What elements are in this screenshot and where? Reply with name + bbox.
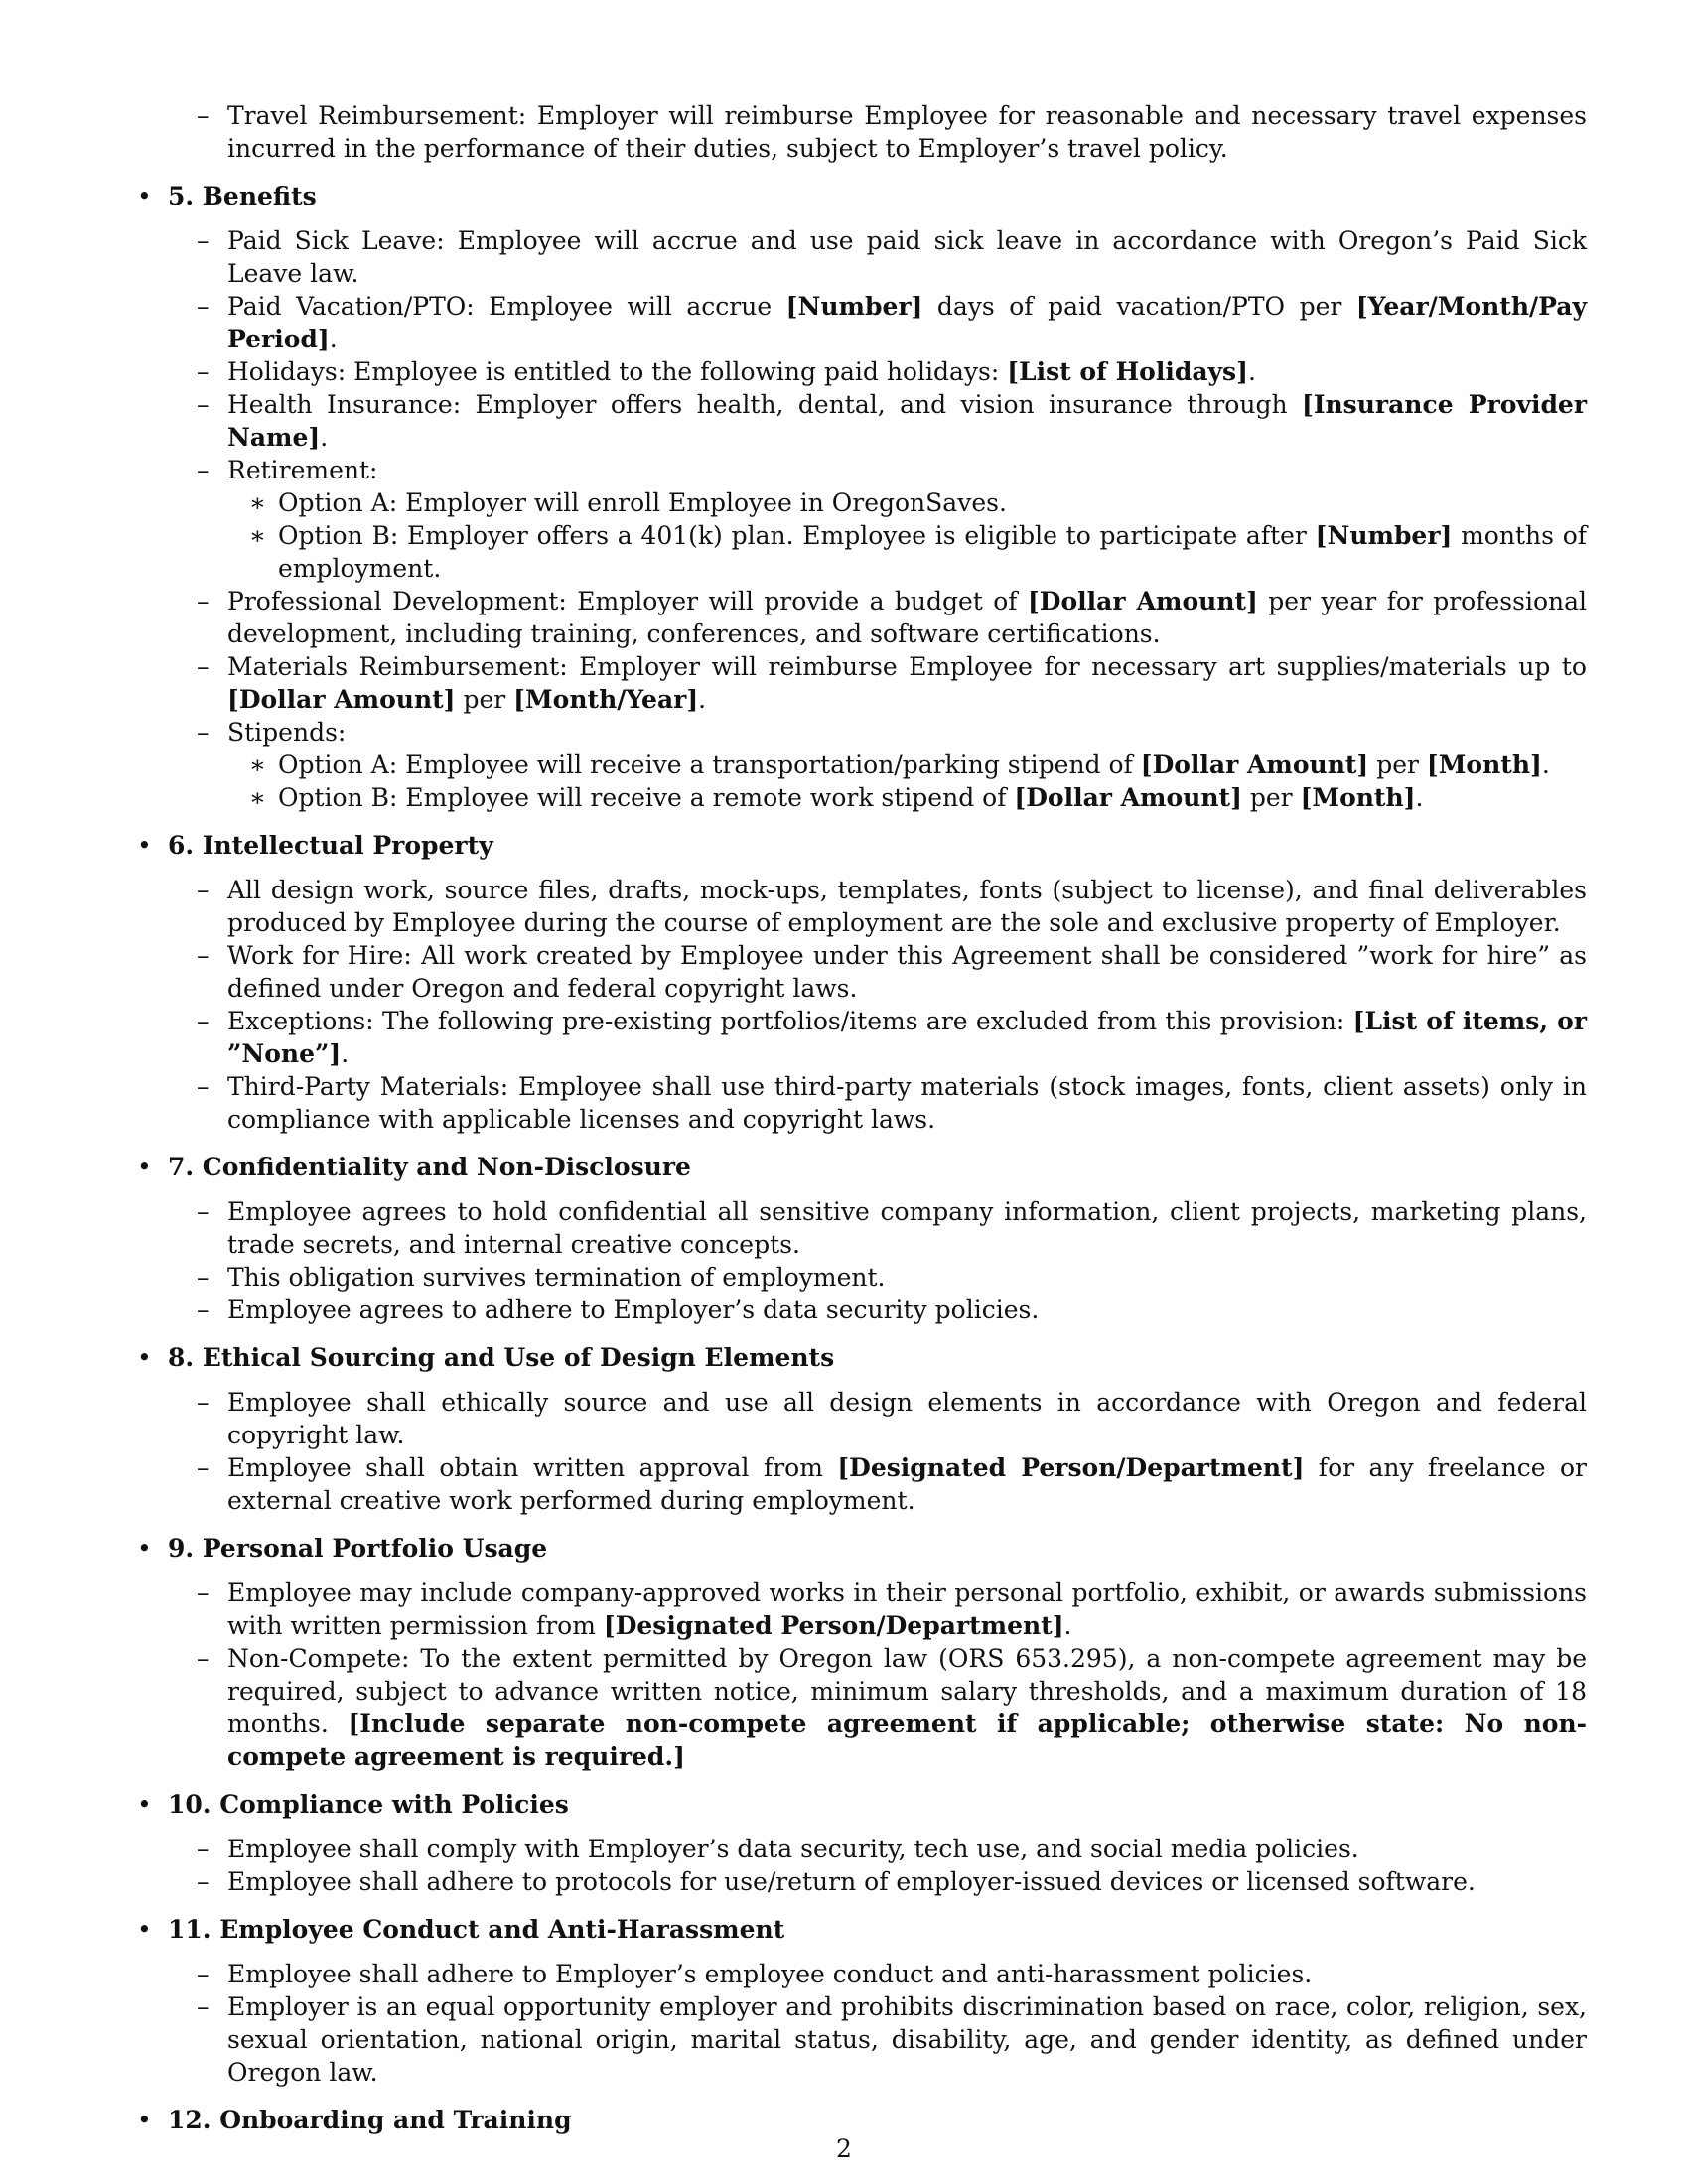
clause-list [137, 99, 1587, 165]
placeholder-text: [Number] [785, 292, 923, 321]
option-item [227, 519, 1587, 585]
clause-text-line [227, 454, 1587, 486]
clause-text-line [227, 290, 1587, 355]
section [137, 180, 1587, 814]
option-text-line [278, 749, 1587, 781]
clause-item [137, 716, 1587, 814]
clause-text-line [227, 1386, 1587, 1451]
clause-text-line [227, 1195, 1587, 1261]
clause-item [137, 585, 1587, 650]
placeholder-text: [Dollar Amount] [1014, 783, 1242, 812]
clause-text: days of paid vacation/PTO per [922, 292, 1356, 321]
dash-bullet-icon: – [197, 718, 210, 747]
clause-text: Employee agrees to adhere to Employer’s data security policies. [227, 1296, 1040, 1324]
option-list [227, 486, 1587, 585]
bullet-icon: • [137, 1534, 152, 1563]
clause-item [137, 99, 1587, 165]
clause-text: Third-Party Materials: Employee shall use third-party materials (stock images, fonts, client assets) only in compliance with applicable licenses and copyright laws. [227, 1072, 1587, 1134]
clause-text: Paid Vacation/PTO: Employee will accrue [227, 292, 786, 321]
clause-item [137, 1576, 1587, 1642]
clause-text-line [227, 388, 1587, 454]
section-continuation [137, 99, 1587, 165]
bullet-icon: • [137, 1790, 152, 1819]
clause-text: Professional Development: Employer will provide a budget of [227, 587, 1028, 615]
option-item [227, 781, 1587, 814]
section [137, 829, 1587, 1136]
document-body [137, 99, 1587, 2151]
clause-text: for any freelance or external creative work performed during employment. [227, 1453, 1588, 1515]
option-item [227, 749, 1587, 781]
option-item [227, 486, 1587, 519]
bullet-icon: • [137, 1153, 152, 1181]
asterisk-bullet-icon: ∗ [249, 488, 266, 517]
clause-text: Health Insurance: Employer offers health, dental, and vision insurance through [227, 390, 1302, 419]
option-text-line [278, 519, 1587, 585]
clause-list [137, 1195, 1587, 1326]
clause-text: Employee shall adhere to Employer’s employee conduct and anti-harassment policies. [227, 1960, 1313, 1988]
clause-text-line [227, 874, 1587, 939]
section [137, 2104, 1587, 2136]
dash-bullet-icon: – [197, 1992, 210, 2021]
clause-item [137, 1958, 1587, 1990]
clause-text-line [227, 1005, 1587, 1070]
clause-text: Non-Compete: To the extent permitted by Oregon law (ORS 653.295), a non-compete agreement may be required, subject to advance written notice, minimum salary thresholds, and a maximum duration of 18 months. [227, 1644, 1587, 1738]
clause-item [137, 1990, 1587, 2089]
section-heading: 5. Benefits [168, 182, 317, 210]
dash-bullet-icon: – [197, 1453, 210, 1482]
clause-text: Employee shall comply with Employer’s data security, tech use, and social media policies. [227, 1835, 1359, 1863]
dash-bullet-icon: – [197, 1578, 210, 1607]
clause-list [137, 1833, 1587, 1898]
clause-item [137, 454, 1587, 585]
dash-bullet-icon: – [197, 587, 210, 615]
clause-text: Travel Reimbursement: Employer will reimburse Employee for reasonable and necessary travel expenses incurred in the performance of their duties, subject to Employer’s travel policy. [227, 101, 1587, 163]
clause-text: . [329, 325, 338, 353]
placeholder-text: [Dollar Amount] [1027, 587, 1258, 615]
clause-text: Employee agrees to hold confidential all sensitive company information, client projects, marketing plans, trade secrets, and internal creative concepts. [227, 1197, 1587, 1259]
section-heading: 11. Employee Conduct and Anti-Harassment [168, 1915, 785, 1944]
dash-bullet-icon: – [197, 1867, 210, 1896]
clause-text-line [227, 355, 1587, 388]
clause-text: This obligation survives termination of employment. [227, 1263, 886, 1292]
clause-text-line [227, 99, 1587, 165]
asterisk-bullet-icon: ∗ [249, 783, 266, 812]
placeholder-text: [Designated Person/Department] [837, 1453, 1305, 1482]
clause-text-line [227, 1990, 1587, 2089]
asterisk-bullet-icon: ∗ [249, 751, 266, 779]
clause-text-line [227, 650, 1587, 716]
placeholder-text: [Month] [1426, 751, 1542, 779]
placeholder-text: [Number] [1315, 521, 1453, 550]
clause-text: Employee shall obtain written approval from [227, 1453, 838, 1482]
clause-text: Employee may include company-approved works in their personal portfolio, exhibit, or awards submissions with written permission from [227, 1578, 1587, 1640]
dash-bullet-icon: – [197, 1960, 210, 1988]
option-list [227, 749, 1587, 814]
dash-bullet-icon: – [197, 1644, 210, 1673]
section [137, 1151, 1587, 1326]
clause-text: . [320, 423, 329, 452]
clause-item [137, 355, 1587, 388]
dash-bullet-icon: – [197, 941, 210, 970]
clause-text-line [227, 585, 1587, 650]
clause-text-line [227, 939, 1587, 1005]
clause-text: Paid Sick Leave: Employee will accrue and use paid sick leave in accordance with Oregon’s Paid Sick Leave law. [227, 226, 1587, 288]
bullet-icon: • [137, 182, 152, 210]
clause-item [137, 1386, 1587, 1451]
clause-item [137, 224, 1587, 290]
clause-text: Materials Reimbursement: Employer will reimburse Employee for necessary art supplies/materials up to [227, 652, 1587, 681]
clause-text: Employee shall ethically source and use all design elements in accordance with Oregon and federal copyright law. [227, 1388, 1587, 1449]
dash-bullet-icon: – [197, 652, 210, 681]
clause-text: . [1063, 1611, 1072, 1640]
dash-bullet-icon: – [197, 357, 210, 386]
bullet-icon: • [137, 831, 152, 860]
clause-text-line [227, 1865, 1587, 1898]
clause-text-line [227, 1642, 1587, 1773]
clause-text: . [1541, 751, 1550, 779]
clause-text-line [227, 1576, 1587, 1642]
clause-text: Option B: Employee will receive a remote work stipend of [278, 783, 1015, 812]
clause-item [137, 1005, 1587, 1070]
placeholder-text: [Insurance Provider Name] [227, 390, 1587, 452]
clause-text-line [227, 224, 1587, 290]
clause-text: per year for professional development, including training, conferences, and software certifications. [227, 587, 1587, 648]
clause-text: Option A: Employer will enroll Employee in OregonSaves. [278, 488, 1007, 517]
dash-bullet-icon: – [197, 292, 210, 321]
clause-text: months of employment. [278, 521, 1587, 583]
clause-text: Employee shall adhere to protocols for use/return of employer-issued devices or licensed software. [227, 1867, 1476, 1896]
clause-item [137, 939, 1587, 1005]
clause-item [137, 1070, 1587, 1136]
option-text-line [278, 781, 1587, 814]
placeholder-text: [Year/Month/Pay Period] [227, 292, 1587, 353]
clause-text: Stipends: [227, 718, 347, 747]
bullet-icon: • [137, 1915, 152, 1944]
placeholder-text: [List of Holidays] [1007, 357, 1248, 386]
placeholder-text: [Include separate non-compete agreement if applicable; otherwise state: No non-compete agreement is required.] [227, 1709, 1588, 1771]
dash-bullet-icon: – [197, 390, 210, 419]
section [137, 1788, 1587, 1898]
clause-text: per [1368, 751, 1427, 779]
clause-text: Work for Hire: All work created by Employee under this Agreement shall be considered ”work for hire” as defined under Oregon and federal copyright laws. [227, 941, 1587, 1003]
clause-list [137, 1386, 1587, 1517]
clause-item [137, 1451, 1587, 1517]
clause-text: Holidays: Employee is entitled to the following paid holidays: [227, 357, 1008, 386]
clause-text: per [1241, 783, 1301, 812]
clause-item [137, 650, 1587, 716]
section [137, 1913, 1587, 2089]
page-number: 2 [836, 2134, 852, 2163]
section-heading: 9. Personal Portfolio Usage [168, 1534, 548, 1563]
clause-text: Retirement: [227, 456, 378, 484]
clause-text: Exceptions: The following pre-existing portfolios/items are excluded from this provision: [227, 1007, 1353, 1035]
section-heading: 12. Onboarding and Training [168, 2106, 572, 2134]
clause-text-line [227, 1958, 1587, 1990]
section-heading: 7. Confidentiality and Non-Disclosure [168, 1153, 691, 1181]
placeholder-text: [Month/Year] [513, 685, 699, 714]
clause-item [137, 1261, 1587, 1294]
clause-text-line [227, 1261, 1587, 1294]
clause-text: All design work, source files, drafts, mock-ups, templates, fonts (subject to license), and final deliverables produced by Employee during the course of employment are the sole and exclusive property of Employer. [227, 876, 1587, 937]
dash-bullet-icon: – [197, 1007, 210, 1035]
section [137, 1341, 1587, 1517]
clause-item [137, 290, 1587, 355]
clause-item [137, 388, 1587, 454]
clause-text: . [341, 1039, 350, 1068]
clause-text: . [1247, 357, 1256, 386]
section-heading: 6. Intellectual Property [168, 831, 493, 860]
clause-item [137, 1195, 1587, 1261]
dash-bullet-icon: – [197, 1835, 210, 1863]
placeholder-text: [List of items, or ”None”] [227, 1007, 1587, 1068]
dash-bullet-icon: – [197, 1263, 210, 1292]
bullet-icon: • [137, 1343, 152, 1372]
clause-item [137, 1833, 1587, 1865]
clause-list [137, 874, 1587, 1136]
option-text-line [278, 486, 1587, 519]
asterisk-bullet-icon: ∗ [249, 521, 266, 550]
clause-text-line [227, 1833, 1587, 1865]
dash-bullet-icon: – [197, 1296, 210, 1324]
placeholder-text: [Designated Person/Department] [603, 1611, 1064, 1640]
clause-item [137, 874, 1587, 939]
clause-item [137, 1294, 1587, 1326]
dash-bullet-icon: – [197, 876, 210, 904]
placeholder-text: [Month] [1300, 783, 1416, 812]
clause-text: Option B: Employer offers a 401(k) plan. Employee is eligible to participate after [278, 521, 1316, 550]
dash-bullet-icon: – [197, 1388, 210, 1417]
bullet-icon: • [137, 2106, 152, 2134]
dash-bullet-icon: – [197, 1197, 210, 1226]
clause-item [137, 1642, 1587, 1773]
clause-list [137, 1958, 1587, 2089]
clause-text: Option A: Employee will receive a transportation/parking stipend of [278, 751, 1141, 779]
clause-text: . [698, 685, 707, 714]
clause-text-line [227, 1451, 1587, 1517]
section-heading: 10. Compliance with Policies [168, 1790, 569, 1819]
clause-text: . [1415, 783, 1424, 812]
clause-text-line [227, 716, 1587, 749]
clause-list [137, 224, 1587, 814]
clause-list [137, 1576, 1587, 1773]
placeholder-text: [Dollar Amount] [1140, 751, 1369, 779]
clause-item [137, 1865, 1587, 1898]
section [137, 1532, 1587, 1773]
section-heading: 8. Ethical Sourcing and Use of Design Elements [168, 1343, 835, 1372]
dash-bullet-icon: – [197, 226, 210, 255]
clause-text: Employer is an equal opportunity employer and prohibits discrimination based on race, color, religion, sex, sexual orientation, national origin, marital status, disability, age, and gender identity, as defined under Oregon law. [227, 1992, 1587, 2087]
clause-text-line [227, 1294, 1587, 1326]
clause-text-line [227, 1070, 1587, 1136]
dash-bullet-icon: – [197, 456, 210, 484]
placeholder-text: [Dollar Amount] [227, 685, 456, 714]
dash-bullet-icon: – [197, 101, 210, 130]
dash-bullet-icon: – [197, 1072, 210, 1101]
clause-text: per [455, 685, 514, 714]
